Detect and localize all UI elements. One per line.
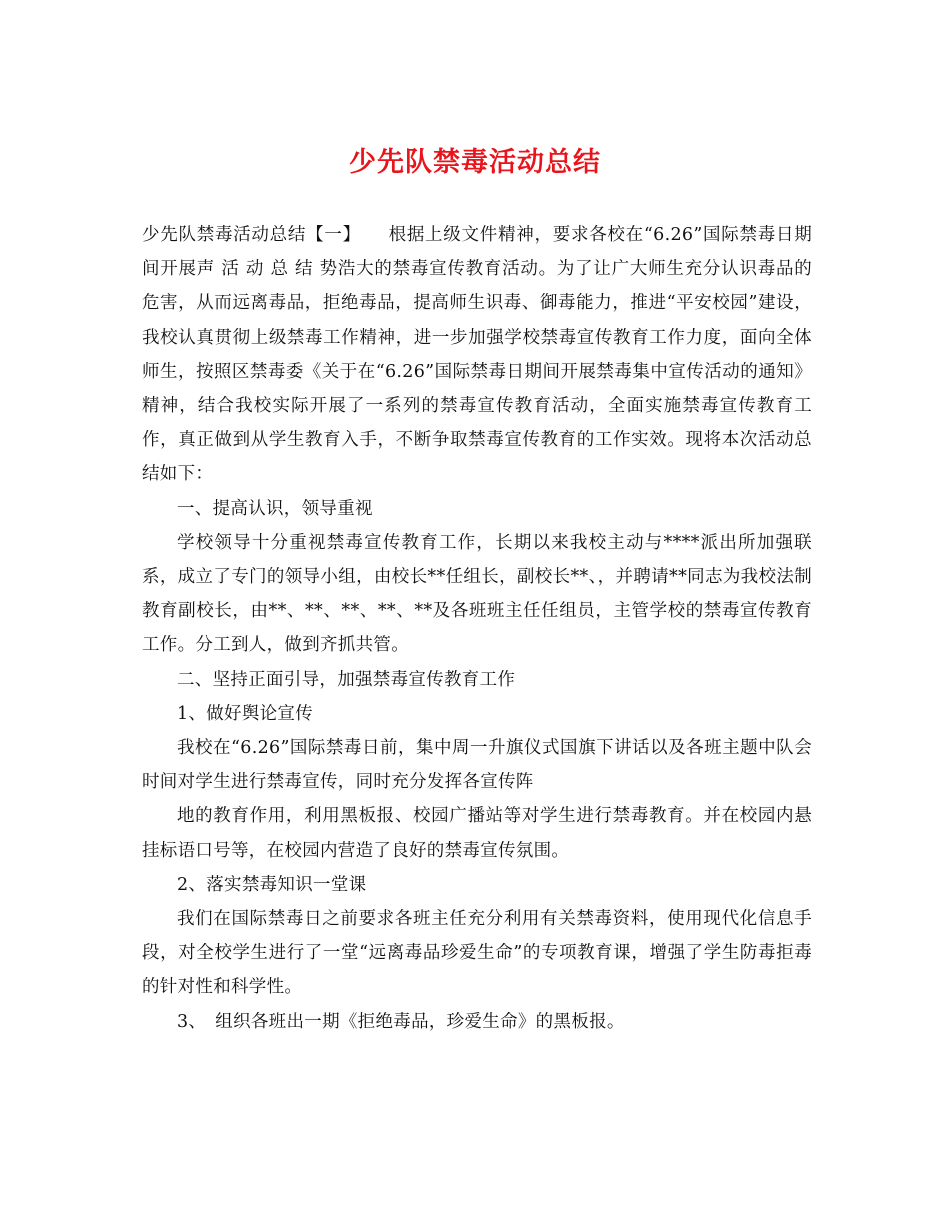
document-title: 少先队禁毒活动总结: [349, 147, 601, 178]
body-paragraph: 我们在国际禁毒日之前要求各班主任充分利用有关禁毒资料，使用现代化信息手段，对全校学生进行了一堂“远离毒品珍爱生命”的专项教育课，增强了学生防毒拒毒的针对性和科学性。: [142, 909, 812, 998]
subsection-heading-1: 1、做好舆论宣传: [177, 703, 314, 724]
body-paragraph: 我校在“6.26”国际禁毒日前，集中周一升旗仪式国旗下讲话以及各班主题中队会时间对学生进行禁毒宣传，同时充分发挥各宣传阵: [142, 738, 812, 793]
subsection-heading-2: 2、落实禁毒知识一堂课: [177, 874, 367, 895]
subsection-heading-3: 3、 组织各班出一期《拒绝毒品，珍爱生命》的黑板报。: [177, 1011, 625, 1032]
body-paragraph: 地的教育作用，利用黑板报、校园广播站等对学生进行禁毒教育。并在校园内悬挂标语口号等，在校园内营造了良好的禁毒宣传氛围。: [142, 806, 812, 861]
section-heading-1: 一、提高认识，领导重视: [177, 498, 373, 519]
document-body: [142, 218, 812, 1039]
section-heading-2: 二、坚持正面引导，加强禁毒宣传教育工作: [177, 669, 516, 690]
body-paragraph: 学校领导十分重视禁毒宣传教育工作，长期以来我校主动与****派出所加强联系，成立了专门的领导小组，由校长**任组长，副校长**、，并聘请**同志为我校法制教育副校长，由**、**、**、**、**及各班班主任任组员，主管学校的禁毒宣传教育工作。分工到人，做到齐抓共管。: [142, 532, 812, 656]
intro-paragraph: 少先队禁毒活动总结【一】 根据上级文件精神，要求各校在“6.26”国际禁毒日期间开展声 活 动 总 结 势浩大的禁毒宣传教育活动。为了让广大师生充分认识毒品的危害，从而远离毒品，拒绝毒品，提高师生识毒、御毒能力，推进“平安校园”建设，我校认真贯彻上级禁毒工作精神，进一步加强学校禁毒宣传教育工作力度，面向全体师生，按照区禁毒委《关于在“6.26”国际禁毒日期间开展禁毒集中宣传活动的通知》精神，结合我校实际开展了一系列的禁毒宣传教育活动，全面实施禁毒宣传教育工作，真正做到从学生教育入手，不断争取禁毒宣传教育的工作实效。现将本次活动总结如下：: [142, 225, 812, 485]
